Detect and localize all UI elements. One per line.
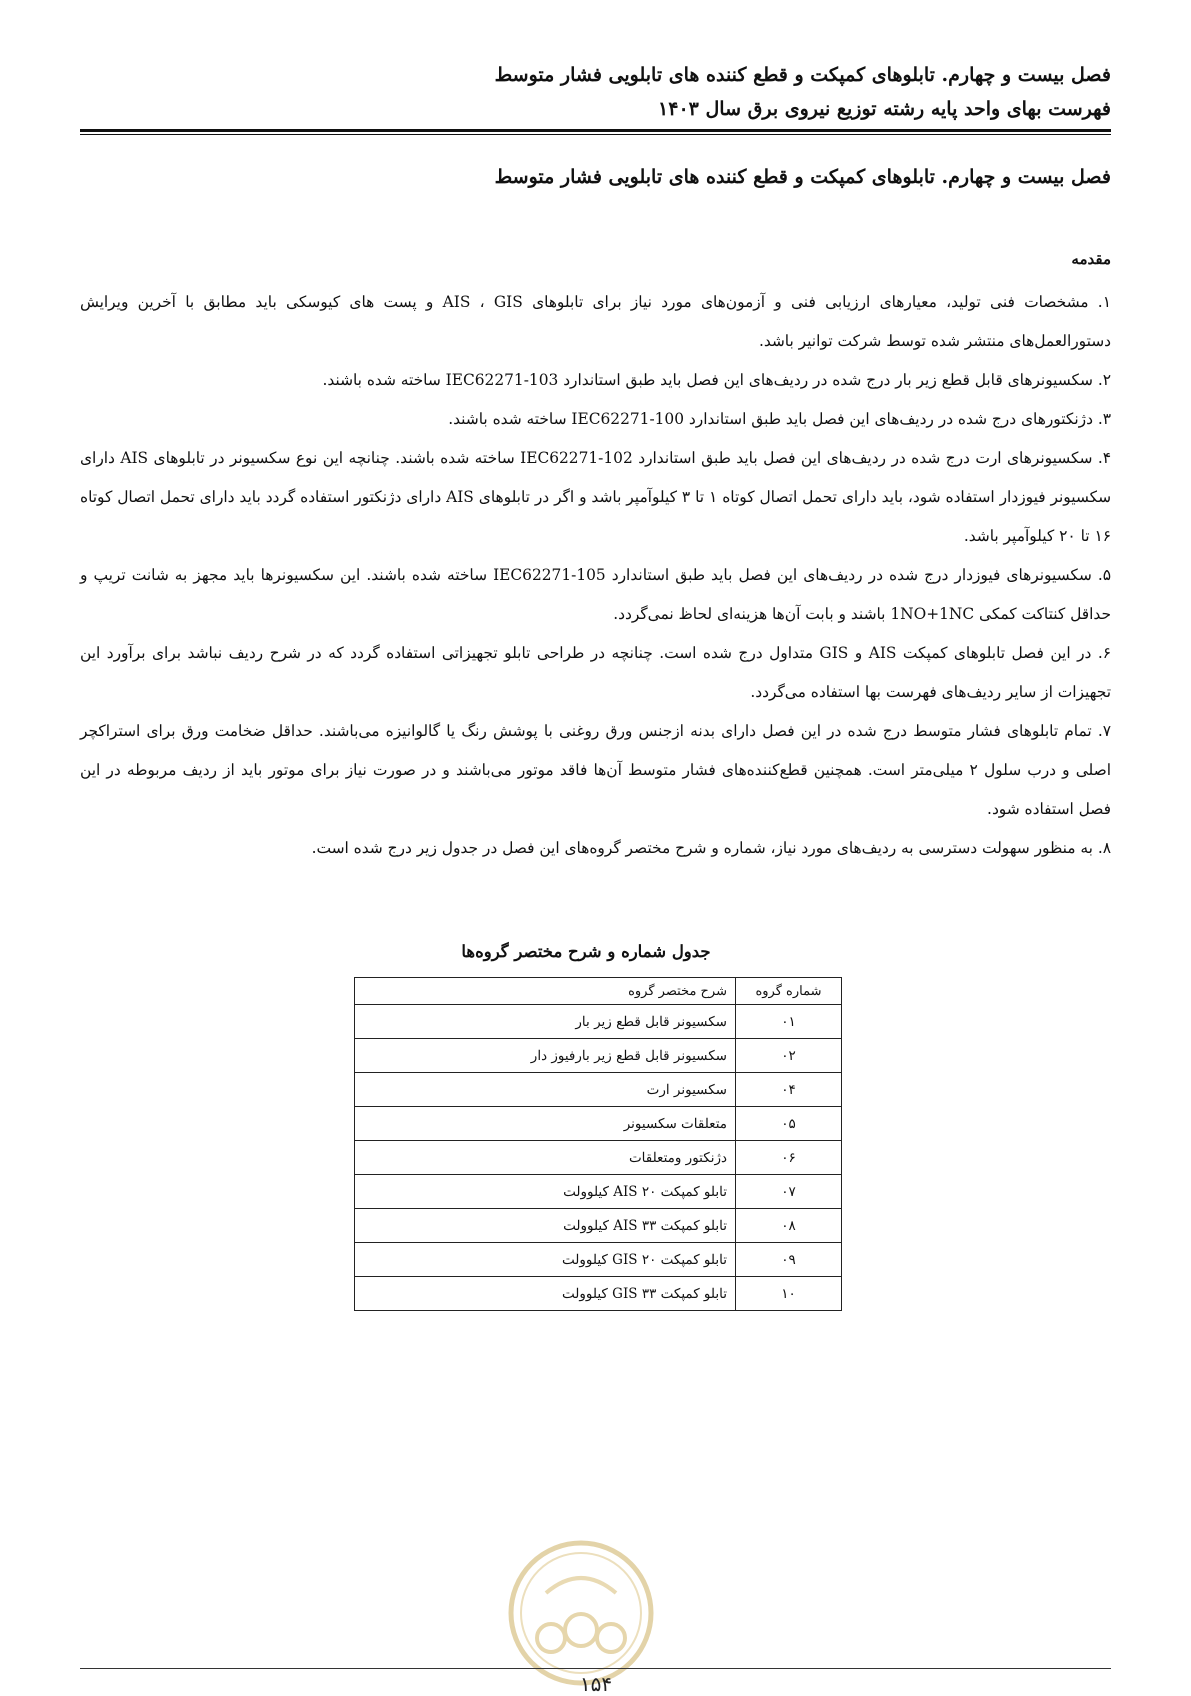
footer-divider bbox=[80, 1668, 1111, 1669]
header-group-number: شماره گروه bbox=[736, 978, 842, 1005]
chapter-title: فصل بیست و چهارم. تابلوهای کمپکت و قطع کننده های تابلویی فشار متوسط bbox=[494, 166, 1111, 188]
group-number-cell: ۰۸ bbox=[736, 1209, 842, 1243]
group-description-cell: سکسیونر قابل قطع زیر بارفیوز دار bbox=[355, 1039, 736, 1073]
group-description-cell: تابلو کمپکت AIS ۳۳ کیلوولت bbox=[355, 1209, 736, 1243]
table-row bbox=[355, 1073, 842, 1107]
group-description-cell: سکسیونر قابل قطع زیر بار bbox=[355, 1005, 736, 1039]
paragraph-7: ۷. تمام تابلوهای فشار متوسط درج شده در این فصل دارای بدنه ازجنس ورق روغنی با پوشش رنگ یا گالوانیزه می‌باشند. حداقل ضخامت ورق برای استراکچر اصلی و درب سلول ۲ میلی‌متر است. همچنین قطع‌کننده‌های فشار متوسط آن‌ها فاقد موتور می‌باشند و در صورت نیاز برای موتور باید از ردیف مربوطه در این فصل استفاده شود. bbox=[80, 722, 1111, 818]
group-description-cell: تابلو کمپکت GIS ۳۳ کیلوولت bbox=[355, 1277, 736, 1311]
group-number-cell: ۱۰ bbox=[736, 1277, 842, 1311]
group-description-cell: سکسیونر ارت bbox=[355, 1073, 736, 1107]
group-number-cell: ۰۴ bbox=[736, 1073, 842, 1107]
group-description-cell: متعلقات سکسیونر bbox=[355, 1107, 736, 1141]
running-header bbox=[80, 58, 1111, 126]
watermark-stamp-icon bbox=[506, 1538, 656, 1688]
header-chapter-line: فصل بیست و چهارم. تابلوهای کمپکت و قطع کننده های تابلویی فشار متوسط bbox=[494, 64, 1111, 86]
group-number-cell: ۰۱ bbox=[736, 1005, 842, 1039]
table-row bbox=[355, 1277, 842, 1311]
group-description-cell: دژنکتور ومتعلقات bbox=[355, 1141, 736, 1175]
paragraph-4: ۴. سکسیونرهای ارت درج شده در ردیف‌های این فصل باید طبق استاندارد IEC62271-102 ساخته شده باشند. چنانچه این نوع سکسیونر در تابلوهای AIS دارای سکسیونر فیوزدار استفاده شود، باید دارای تحمل اتصال کوتاه ۱ تا ۳ کیلوآمپر باشد و اگر در تابلوهای AIS دارای دژنکتور استفاده گردد باید دارای تحمل اتصال کوتاه ۱۶ تا ۲۰ کیلوآمپر باشد. bbox=[80, 449, 1111, 545]
group-description-cell: تابلو کمپکت GIS ۲۰ کیلوولت bbox=[355, 1243, 736, 1277]
group-number-cell: ۰۵ bbox=[736, 1107, 842, 1141]
header-divider-thick bbox=[80, 129, 1111, 132]
intro-heading: مقدمه bbox=[1071, 250, 1111, 268]
table-header-row bbox=[355, 978, 842, 1005]
group-description-cell: تابلو کمپکت AIS ۲۰ کیلوولت bbox=[355, 1175, 736, 1209]
paragraph-6: ۶. در این فصل تابلوهای کمپکت AIS و GIS متداول درج شده است. چنانچه در طراحی تابلو تجهیزاتی استفاده گردد که در شرح ردیف نباشد برای برآورد این تجهیزات از سایر ردیف‌های فهرست بها استفاده می‌گردد. bbox=[80, 644, 1111, 701]
group-number-cell: ۰۹ bbox=[736, 1243, 842, 1277]
paragraph-8: ۸. به منظور سهولت دسترسی به ردیف‌های مورد نیاز، شماره و شرح مختصر گروه‌های این فصل در جدول زیر درج شده است. bbox=[311, 839, 1111, 857]
table-row bbox=[355, 1005, 842, 1039]
table-row bbox=[355, 1243, 842, 1277]
table-row bbox=[355, 1107, 842, 1141]
table-row bbox=[355, 1039, 842, 1073]
paragraph-2: ۲. سکسیونرهای قابل قطع زیر بار درج شده در ردیف‌های این فصل باید طبق استاندارد IEC62271-103 ساخته شده باشند. bbox=[322, 371, 1111, 389]
table-row bbox=[355, 1141, 842, 1175]
group-number-cell: ۰۶ bbox=[736, 1141, 842, 1175]
page-number: ۱۵۴ bbox=[579, 1672, 613, 1696]
header-catalog-line: فهرست بهای واحد پایه رشته توزیع نیروی برق سال ۱۴۰۳ bbox=[658, 98, 1111, 120]
paragraph-5: ۵. سکسیونرهای فیوزدار درج شده در ردیف‌های این فصل باید طبق استاندارد IEC62271-105 ساخته شده باشند. این سکسیونرها باید مجهز به شانت تریپ و حداقل کنتاکت کمکی 1NO+1NC باشند و بابت آن‌ها هزینه‌ای لحاظ نمی‌گردد. bbox=[80, 566, 1111, 623]
group-number-cell: ۰۲ bbox=[736, 1039, 842, 1073]
table-row bbox=[355, 1209, 842, 1243]
paragraph-1: ۱. مشخصات فنی تولید، معیارهای ارزیابی فنی و آزمون‌های مورد نیاز برای تابلوهای AIS ، GIS و پست های کیوسکی باید مطابق با آخرین ویرایش دستورالعمل‌های منتشر شده توسط شرکت توانیر باشد. bbox=[80, 293, 1111, 350]
intro-body bbox=[80, 283, 1111, 868]
group-number-cell: ۰۷ bbox=[736, 1175, 842, 1209]
header-divider-thin bbox=[80, 134, 1111, 135]
header-group-description: شرح مختصر گروه bbox=[355, 978, 736, 1005]
groups-table bbox=[354, 977, 842, 1311]
table-row bbox=[355, 1175, 842, 1209]
table-caption: جدول شماره و شرح مختصر گروه‌ها bbox=[461, 942, 711, 961]
paragraph-3: ۳. دژنکتورهای درج شده در ردیف‌های این فصل باید طبق استاندارد IEC62271-100 ساخته شده باشند. bbox=[448, 410, 1111, 428]
